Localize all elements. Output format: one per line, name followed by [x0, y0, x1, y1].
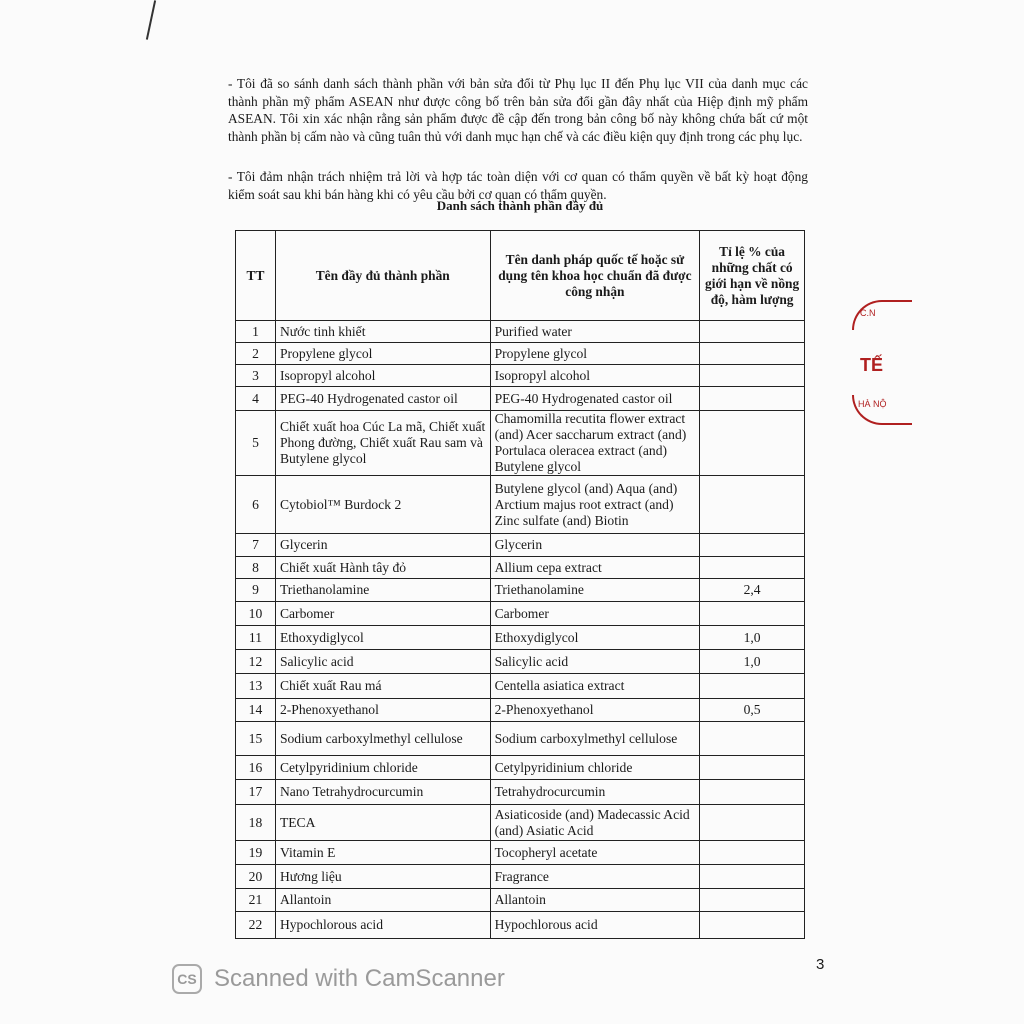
- row-number: 19: [236, 841, 276, 865]
- row-number: 8: [236, 557, 276, 579]
- table-row: [236, 557, 805, 579]
- table-header-row: [236, 231, 805, 321]
- row-number: 14: [236, 699, 276, 722]
- table-row: [236, 841, 805, 865]
- stamp-top-text: C.N: [852, 300, 912, 330]
- table-row: [236, 756, 805, 780]
- camscanner-logo-icon: CS: [172, 964, 202, 994]
- table-row: [236, 387, 805, 411]
- row-number: 12: [236, 650, 276, 674]
- table-row: [236, 579, 805, 602]
- percentage: [700, 912, 805, 939]
- ingredient-name: Propylene glycol: [275, 343, 490, 365]
- table-row: [236, 534, 805, 557]
- table-row: [236, 343, 805, 365]
- percentage: [700, 722, 805, 756]
- percentage: [700, 534, 805, 557]
- table-row: [236, 411, 805, 476]
- row-number: 15: [236, 722, 276, 756]
- inci-name: Asiaticoside (and) Madecassic Acid (and) Asiatic Acid: [490, 805, 700, 841]
- percentage: [700, 321, 805, 343]
- table-row: [236, 321, 805, 343]
- inci-name: Ethoxydiglycol: [490, 626, 700, 650]
- red-stamp: [852, 300, 892, 420]
- inci-name: Sodium carboxylmethyl cellulose: [490, 722, 700, 756]
- page-number: 3: [816, 956, 825, 973]
- table-row: [236, 476, 805, 534]
- stamp-middle-text: TẾ: [860, 355, 884, 375]
- table-title: Danh sách thành phần đầy đủ: [436, 198, 604, 213]
- table-row: [236, 699, 805, 722]
- inci-name: Propylene glycol: [490, 343, 700, 365]
- inci-name: Hypochlorous acid: [490, 912, 700, 939]
- percentage: [700, 805, 805, 841]
- header-inci-name: Tên danh pháp quốc tế hoặc sử dụng tên khoa học chuẩn đã được công nhận: [490, 231, 700, 321]
- percentage: [700, 387, 805, 411]
- ingredient-name: Triethanolamine: [275, 579, 490, 602]
- inci-name: Salicylic acid: [490, 650, 700, 674]
- inci-name: Isopropyl alcohol: [490, 365, 700, 387]
- ingredient-name: Vitamin E: [275, 841, 490, 865]
- inci-name: Tetrahydrocurcumin: [490, 780, 700, 805]
- ingredient-name: Salicylic acid: [275, 650, 490, 674]
- inci-name: Centella asiatica extract: [490, 674, 700, 699]
- ingredient-name: Chiết xuất Rau má: [275, 674, 490, 699]
- row-number: 22: [236, 912, 276, 939]
- row-number: 21: [236, 889, 276, 912]
- table-row: [236, 805, 805, 841]
- inci-name: Cetylpyridinium chloride: [490, 756, 700, 780]
- table-row: [236, 722, 805, 756]
- percentage: 2,4: [700, 579, 805, 602]
- percentage: 0,5: [700, 699, 805, 722]
- inci-name: Carbomer: [490, 602, 700, 626]
- percentage: [700, 557, 805, 579]
- percentage: [700, 889, 805, 912]
- row-number: 11: [236, 626, 276, 650]
- percentage: [700, 602, 805, 626]
- header-percentage: Tỉ lệ % của những chất có giới hạn về nồng độ, hàm lượng: [700, 231, 805, 321]
- table-row: [236, 674, 805, 699]
- inci-name: Fragrance: [490, 865, 700, 889]
- row-number: 10: [236, 602, 276, 626]
- ingredient-name: TECA: [275, 805, 490, 841]
- table-row: [236, 626, 805, 650]
- stamp-bottom-text: HÀ NỘ: [852, 395, 912, 425]
- inci-name: PEG-40 Hydrogenated castor oil: [490, 387, 700, 411]
- ingredient-name: PEG-40 Hydrogenated castor oil: [275, 387, 490, 411]
- inci-name: 2-Phenoxyethanol: [490, 699, 700, 722]
- ingredient-name: Hương liệu: [275, 865, 490, 889]
- percentage: 1,0: [700, 626, 805, 650]
- ingredient-name: 2-Phenoxyethanol: [275, 699, 490, 722]
- percentage: [700, 780, 805, 805]
- inci-name: Glycerin: [490, 534, 700, 557]
- table-row: [236, 602, 805, 626]
- camscanner-watermark: [172, 964, 505, 994]
- ingredient-name: Glycerin: [275, 534, 490, 557]
- row-number: 7: [236, 534, 276, 557]
- table-row: [236, 912, 805, 939]
- watermark-text: Scanned with CamScanner: [214, 965, 505, 992]
- percentage: [700, 841, 805, 865]
- percentage: [700, 411, 805, 476]
- ingredient-name: Nano Tetrahydrocurcumin: [275, 780, 490, 805]
- row-number: 17: [236, 780, 276, 805]
- ingredient-name: Allantoin: [275, 889, 490, 912]
- row-number: 13: [236, 674, 276, 699]
- ingredient-name: Hypochlorous acid: [275, 912, 490, 939]
- inci-name: Tocopheryl acetate: [490, 841, 700, 865]
- percentage: [700, 365, 805, 387]
- percentage: [700, 476, 805, 534]
- ingredient-name: Sodium carboxylmethyl cellulose: [275, 722, 490, 756]
- scan-mark: [146, 0, 156, 40]
- ingredient-name: Chiết xuất Hành tây đỏ: [275, 557, 490, 579]
- row-number: 3: [236, 365, 276, 387]
- percentage: [700, 674, 805, 699]
- header-tt: TT: [236, 231, 276, 321]
- table-row: [236, 865, 805, 889]
- ingredient-name: Cytobiol™ Burdock 2: [275, 476, 490, 534]
- ingredient-name: Isopropyl alcohol: [275, 365, 490, 387]
- row-number: 1: [236, 321, 276, 343]
- row-number: 2: [236, 343, 276, 365]
- ingredient-name: Carbomer: [275, 602, 490, 626]
- row-number: 6: [236, 476, 276, 534]
- table-row: [236, 650, 805, 674]
- inci-name: Purified water: [490, 321, 700, 343]
- row-number: 18: [236, 805, 276, 841]
- table-row: [236, 365, 805, 387]
- inci-name: Butylene glycol (and) Aqua (and) Arctium majus root extract (and) Zinc sulfate (and) Biotin: [490, 476, 700, 534]
- paragraph-declaration: - Tôi đã so sánh danh sách thành phần với bản sửa đổi từ Phụ lục II đến Phụ lục VII của danh mục các thành phần mỹ phẩm ASEAN như được công bố trên bản sửa đổi gần đây nhất của Hiệp định mỹ phẩm ASEAN. Tôi xin xác nhận rằng sản phẩm được đề cập đến trong bản công bố này không chứa bất cứ một thành phần bị cấm nào và cũng tuân thủ với danh mục hạn chế và các điều kiện quy định trong các phụ lục.: [228, 76, 808, 144]
- paragraph-responsibility: - Tôi đảm nhận trách nhiệm trả lời và hợp tác toàn diện với cơ quan có thẩm quyền về bất kỳ hoạt động kiểm soát sau khi bán hàng khi có yêu cầu bởi cơ quan có thẩm quyền.: [228, 169, 808, 202]
- row-number: 9: [236, 579, 276, 602]
- percentage: [700, 756, 805, 780]
- row-number: 20: [236, 865, 276, 889]
- ingredient-name: Cetylpyridinium chloride: [275, 756, 490, 780]
- percentage: 1,0: [700, 650, 805, 674]
- percentage: [700, 865, 805, 889]
- table-row: [236, 780, 805, 805]
- percentage: [700, 343, 805, 365]
- ingredient-name: Nước tinh khiết: [275, 321, 490, 343]
- ingredient-name: Ethoxydiglycol: [275, 626, 490, 650]
- inci-name: Triethanolamine: [490, 579, 700, 602]
- inci-name: Allium cepa extract: [490, 557, 700, 579]
- table-row: [236, 889, 805, 912]
- row-number: 5: [236, 411, 276, 476]
- ingredient-name: Chiết xuất hoa Cúc La mã, Chiết xuất Phong đường, Chiết xuất Rau sam và Butylene glycol: [275, 411, 490, 476]
- ingredients-table: [235, 230, 805, 939]
- header-full-name: Tên đầy đủ thành phần: [275, 231, 490, 321]
- inci-name: Chamomilla recutita flower extract (and) Acer saccharum extract (and) Portulaca oleracea extract (and) Butylene glycol: [490, 411, 700, 476]
- row-number: 4: [236, 387, 276, 411]
- row-number: 16: [236, 756, 276, 780]
- inci-name: Allantoin: [490, 889, 700, 912]
